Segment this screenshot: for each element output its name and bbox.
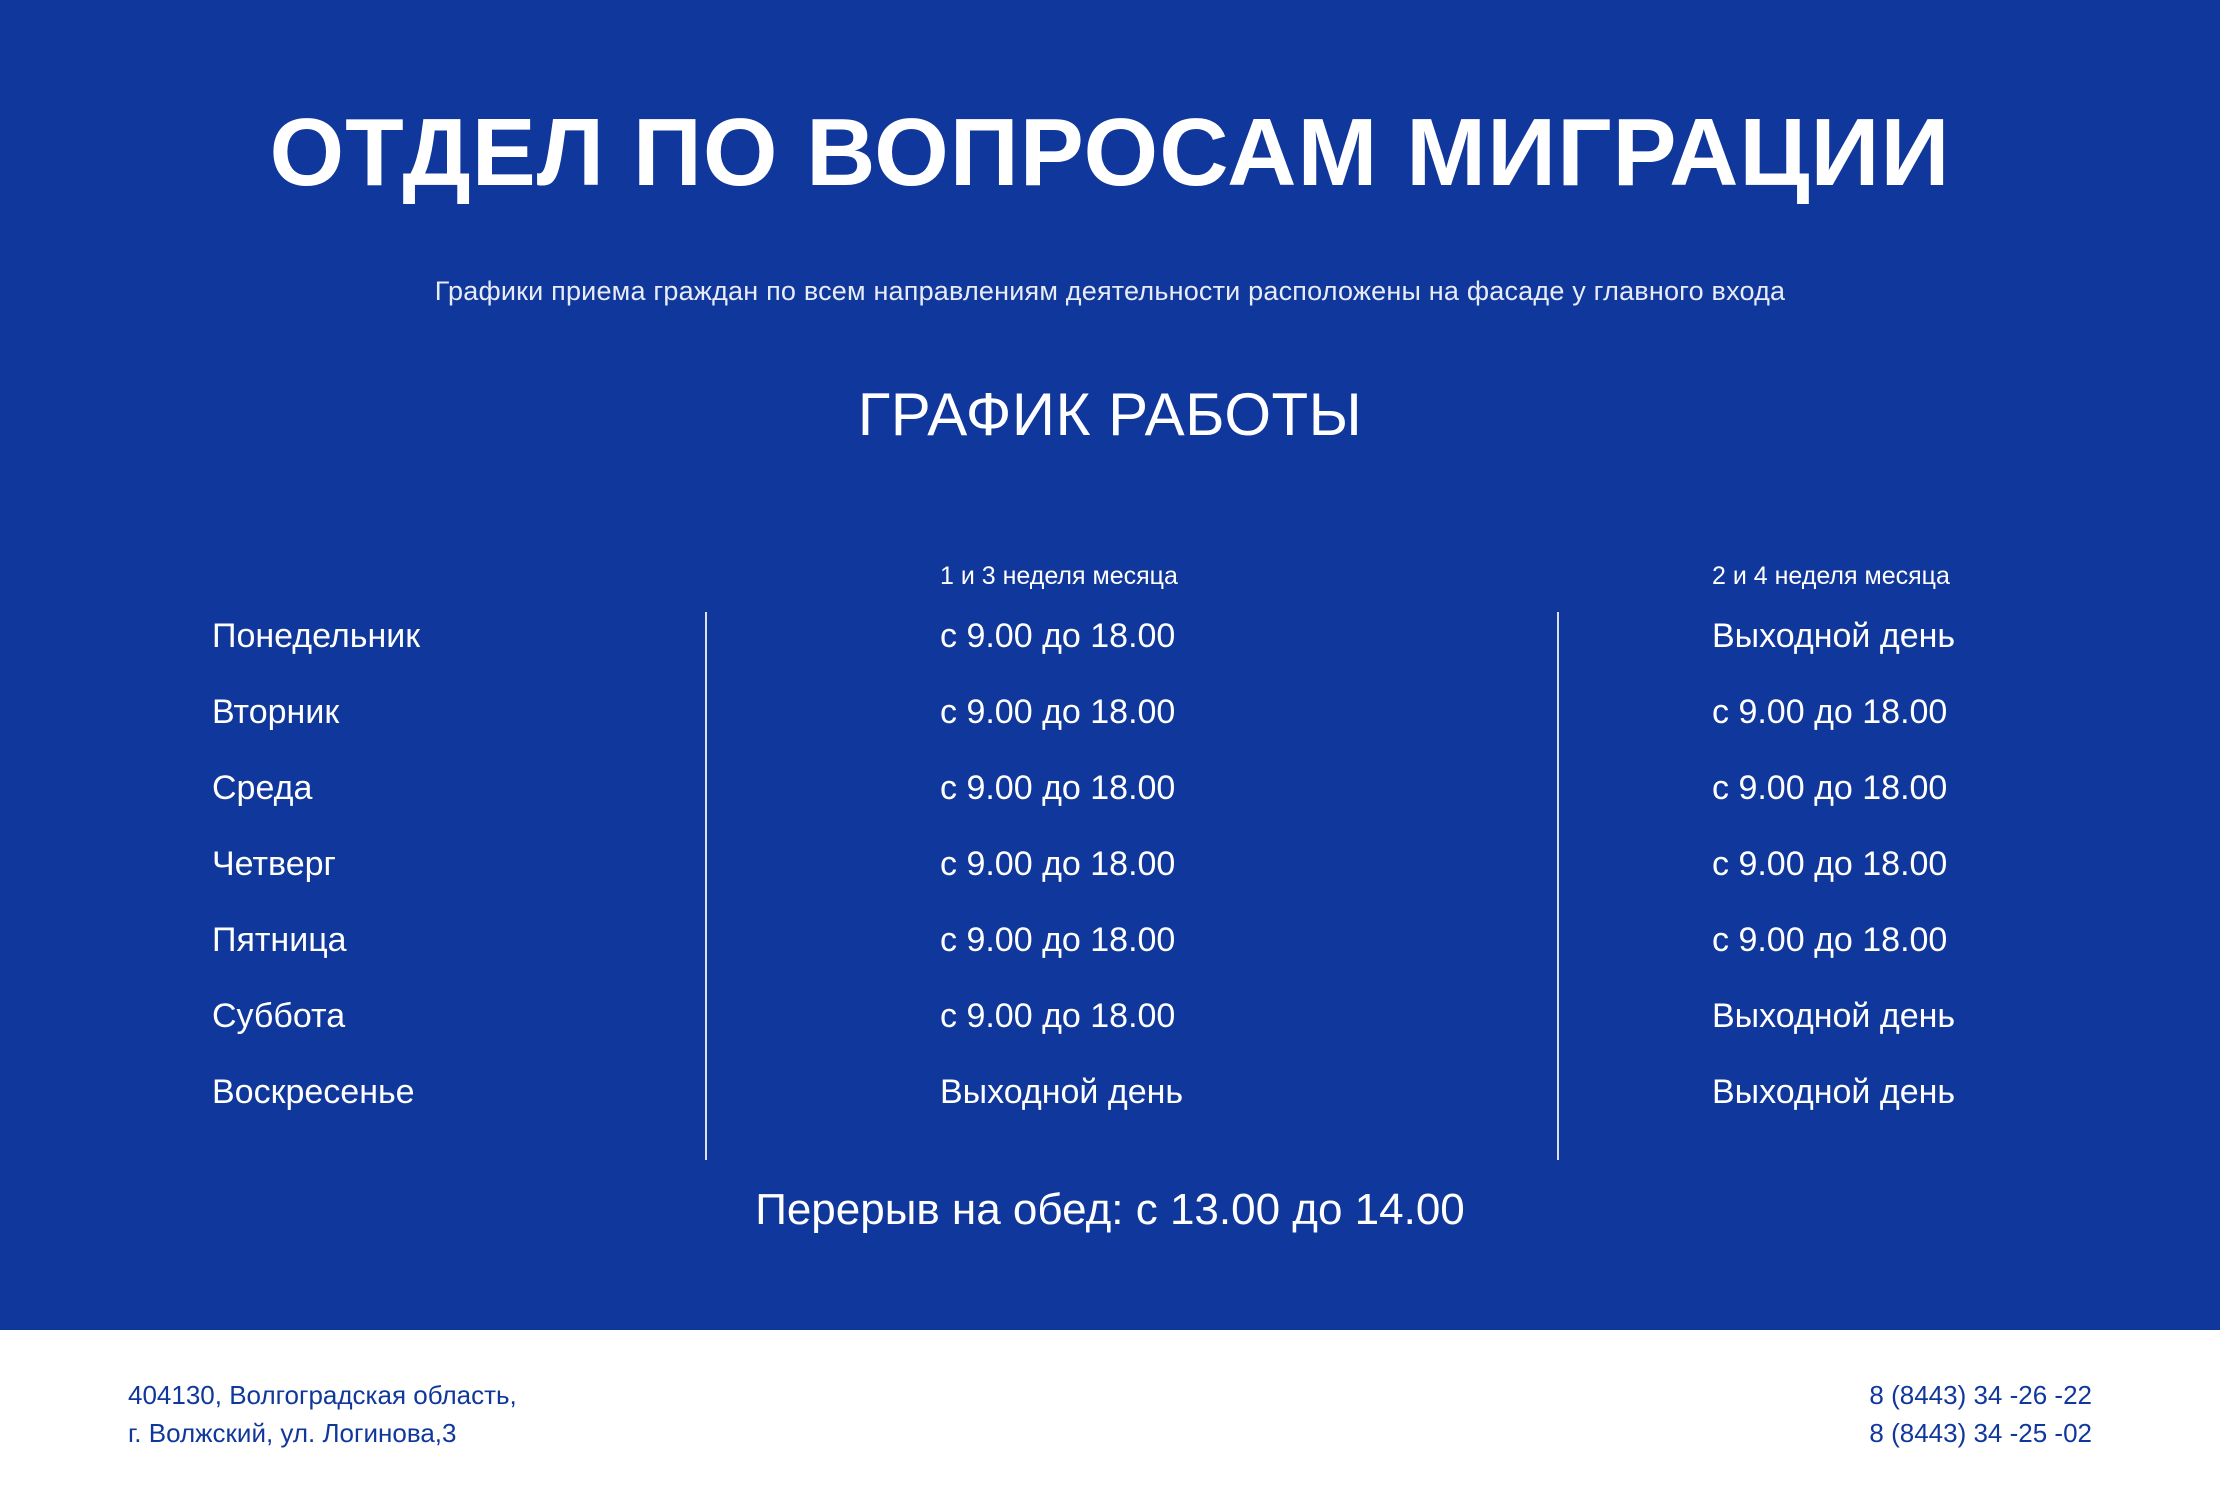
page-title: ОТДЕЛ ПО ВОПРОСАМ МИГРАЦИИ — [269, 99, 1951, 206]
address-block — [128, 1376, 517, 1452]
hours-week-2-4: с 9.00 до 18.00 — [1712, 693, 1948, 731]
table-row — [0, 768, 2220, 844]
hours-week-2-4: с 9.00 до 18.00 — [1712, 769, 1948, 807]
lunch-break-note: Перерыв на обед: с 13.00 до 14.00 — [755, 1185, 1465, 1234]
hours-week-2-4: Выходной день — [1712, 1073, 1956, 1111]
table-row — [0, 616, 2220, 692]
hours-week-2-4: Выходной день — [1712, 997, 1956, 1035]
day-label: Четверг — [212, 845, 336, 883]
hours-week-1-3: с 9.00 до 18.00 — [940, 845, 1176, 883]
table-row — [0, 692, 2220, 768]
hours-week-2-4: с 9.00 до 18.00 — [1712, 845, 1948, 883]
phone-number-1: 8 (8443) 34 -26 -22 — [1869, 1380, 2092, 1410]
column-header-week-2-4: 2 и 4 неделя месяца — [1712, 562, 1950, 590]
hours-week-1-3: с 9.00 до 18.00 — [940, 921, 1176, 959]
table-row — [0, 1072, 2220, 1148]
hours-week-1-3: с 9.00 до 18.00 — [940, 997, 1176, 1035]
section-title: ГРАФИК РАБОТЫ — [857, 381, 1363, 448]
day-label: Понедельник — [212, 617, 421, 655]
day-label: Суббота — [212, 997, 346, 1035]
page-subtitle: Графики приема граждан по всем направлениям деятельности расположены на фасаде у главного входа — [434, 276, 1786, 306]
schedule-table — [0, 540, 2220, 1160]
hours-week-1-3: с 9.00 до 18.00 — [940, 617, 1176, 655]
hours-week-2-4: с 9.00 до 18.00 — [1712, 921, 1948, 959]
phone-block — [1869, 1376, 2092, 1452]
hours-week-1-3: Выходной день — [940, 1073, 1184, 1111]
day-label: Пятница — [212, 921, 347, 959]
hours-week-1-3: с 9.00 до 18.00 — [940, 769, 1176, 807]
address-line-2: г. Волжский, ул. Логинова,3 — [128, 1418, 457, 1448]
day-label: Воскресенье — [212, 1073, 415, 1111]
table-row — [0, 844, 2220, 920]
hours-week-1-3: с 9.00 до 18.00 — [940, 693, 1176, 731]
footer — [0, 1330, 2220, 1500]
day-label: Среда — [212, 769, 313, 807]
column-header-week-1-3: 1 и 3 неделя месяца — [940, 562, 1178, 590]
hours-week-2-4: Выходной день — [1712, 617, 1956, 655]
day-label: Вторник — [212, 693, 340, 731]
table-row — [0, 996, 2220, 1072]
table-row — [0, 920, 2220, 996]
address-line-1: 404130, Волгоградская область, — [128, 1380, 517, 1410]
phone-number-2: 8 (8443) 34 -25 -02 — [1869, 1418, 2092, 1448]
